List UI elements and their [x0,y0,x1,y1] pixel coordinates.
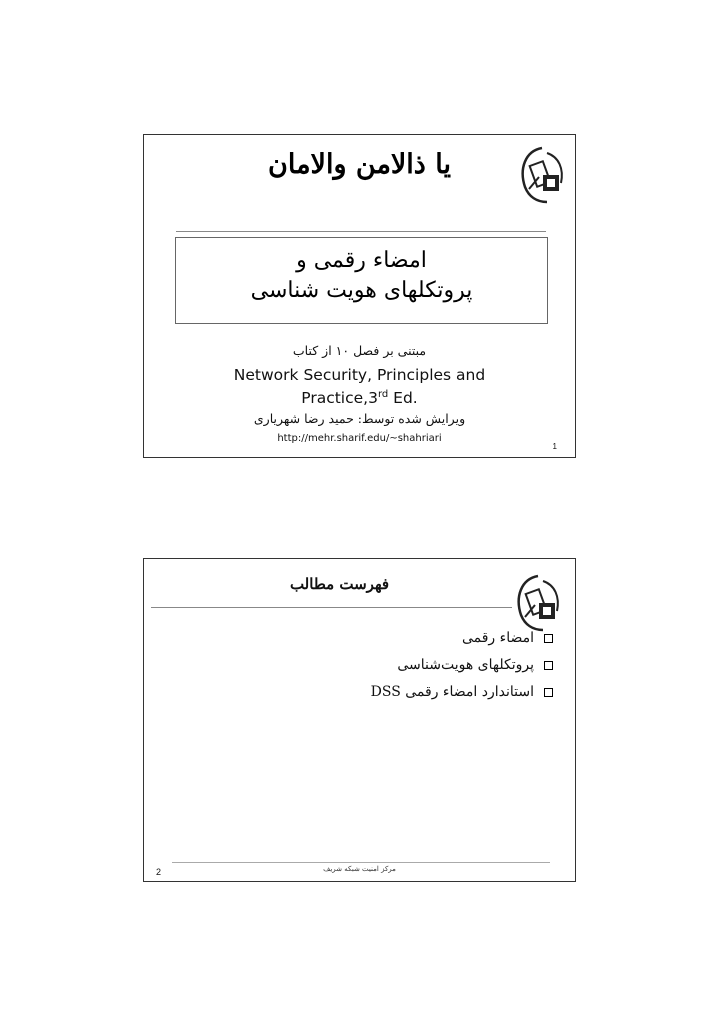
list-item: امضاء رقمی [371,625,553,652]
checkbox-bullet-icon [544,661,553,670]
book-title [144,365,575,408]
based-on-text: مبتنی بر فصل ۱۰ از کتاب [292,343,427,358]
author-url-link[interactable]: http://mehr.sharif.edu/~shahriari [277,433,442,444]
checkbox-bullet-icon [544,634,553,643]
footer-text: مرکز امنیت شبکه شریف [323,865,396,873]
slide-title-line-1: امضاء رقمی و [296,248,427,273]
title-box [175,237,548,324]
list-item: استاندارد امضاء رقمی DSS [371,679,553,706]
divider [176,231,546,232]
footer-divider [172,862,550,863]
slide-title-line-2: پروتکلهای هویت شناسی [250,278,473,303]
checkbox-bullet-icon [544,688,553,697]
edited-by-text: ویرایش شده توسط: حمید رضا شهریاری [253,411,466,426]
book-title-line-1: Network Security, Principles and [233,366,486,384]
slide-1 [143,134,576,458]
page-number: 2 [156,867,162,877]
toc-list [371,625,553,706]
divider [151,607,512,608]
toc-title: فهرست مطالب [289,575,390,593]
book-title-line-2: Practice,3rd Ed. [301,389,418,408]
institute-logo-icon [513,573,563,633]
page-number: 1 [552,442,557,451]
slide-2 [143,558,576,882]
list-item: پروتکلهای هویت‌شناسی [371,652,553,679]
calligraphy-heading: یا ذالامن والامان [268,149,451,180]
